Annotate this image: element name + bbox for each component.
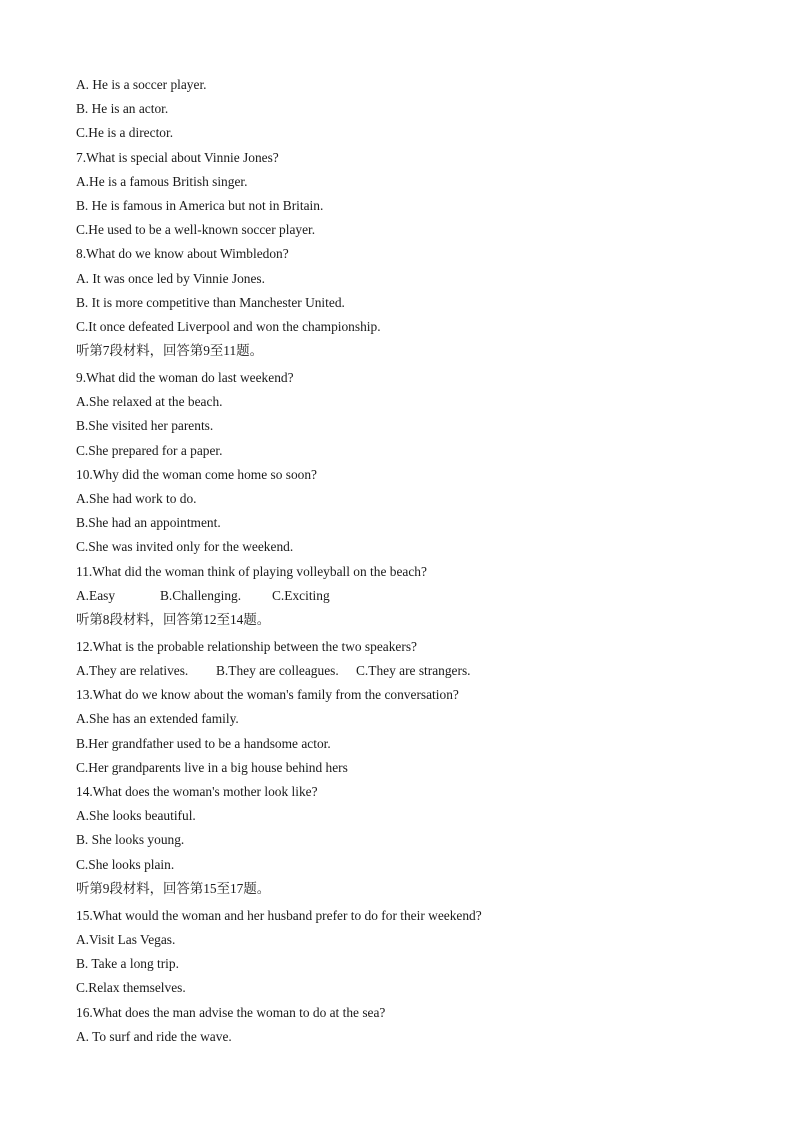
q16-question: 16.What does the man advise the woman to do at the sea?: [76, 1004, 386, 1020]
q8-option-b: B. It is more competitive than Manchester United.: [76, 294, 345, 310]
q9-option-b: B.She visited her parents.: [76, 418, 214, 434]
q11-question: 11.What did the woman think of playing volleyball on the beach?: [76, 563, 427, 579]
q6-option-c: C.He is a director.: [76, 125, 174, 141]
q8-question: 8.What do we know about Wimbledon?: [76, 246, 289, 262]
exam-page: [76, 75, 756, 1051]
q15-option-a: A.Visit Las Vegas.: [76, 931, 176, 947]
q7-option-c: C.He used to be a well-known soccer player.: [76, 222, 316, 238]
q7-question: 7.What is special about Vinnie Jones?: [76, 149, 279, 165]
section-8-instruction: 听第8段材料，回答第12至14题。: [76, 611, 271, 627]
q10-option-b: B.She had an appointment.: [76, 515, 221, 531]
q12-options-row: [76, 661, 756, 685]
q11-option-c: C.Exciting: [272, 587, 330, 603]
q7-option-b: B. He is famous in America but not in Britain.: [76, 197, 324, 213]
q14-option-b: B. She looks young.: [76, 832, 185, 848]
q10-question: 10.Why did the woman come home so soon?: [76, 466, 317, 482]
q14-option-a: A.She looks beautiful.: [76, 808, 196, 824]
q14-question: 14.What does the woman's mother look like?: [76, 784, 318, 800]
q10-option-c: C.She was invited only for the weekend.: [76, 539, 294, 555]
q11-options-row: [76, 586, 756, 610]
q10-option-a: A.She had work to do.: [76, 490, 197, 506]
q9-option-c: C.She prepared for a paper.: [76, 442, 223, 458]
q15-question: 15.What would the woman and her husband prefer to do for their weekend?: [76, 907, 482, 923]
q11-option-a: A.Easy: [76, 587, 116, 603]
q7-option-a: A.He is a famous British singer.: [76, 173, 248, 189]
q8-option-c: C.It once defeated Liverpool and won the championship.: [76, 318, 381, 334]
q13-option-b: B.Her grandfather used to be a handsome actor.: [76, 735, 331, 751]
section-9-instruction: 听第9段材料，回答第15至17题。: [76, 880, 271, 896]
q14-option-c: C.She looks plain.: [76, 856, 175, 872]
section-7-instruction: 听第7段材料，回答第9至11题。: [76, 343, 263, 359]
q9-option-a: A.She relaxed at the beach.: [76, 394, 223, 410]
q16-option-a: A. To surf and ride the wave.: [76, 1028, 232, 1044]
q13-option-a: A.She has an extended family.: [76, 711, 239, 727]
q15-option-b: B. Take a long trip.: [76, 956, 179, 972]
q6-option-a: A. He is a soccer player.: [76, 77, 207, 92]
q11-option-b: B.Challenging.: [160, 587, 242, 603]
q6-option-b: B. He is an actor.: [76, 101, 169, 117]
q12-option-a: A.They are relatives.: [76, 663, 189, 679]
q13-option-c: C.Her grandparents live in a big house behind hers: [76, 759, 348, 775]
q12-option-b: B.They are colleagues.: [216, 663, 339, 679]
q15-option-c: C.Relax themselves.: [76, 980, 186, 996]
q12-question: 12.What is the probable relationship between the two speakers?: [76, 638, 417, 654]
q13-question: 13.What do we know about the woman's family from the conversation?: [76, 687, 459, 703]
q12-option-c: C.They are strangers.: [356, 663, 471, 679]
q9-question: 9.What did the woman do last weekend?: [76, 370, 294, 386]
q8-option-a: A. It was once led by Vinnie Jones.: [76, 270, 265, 286]
